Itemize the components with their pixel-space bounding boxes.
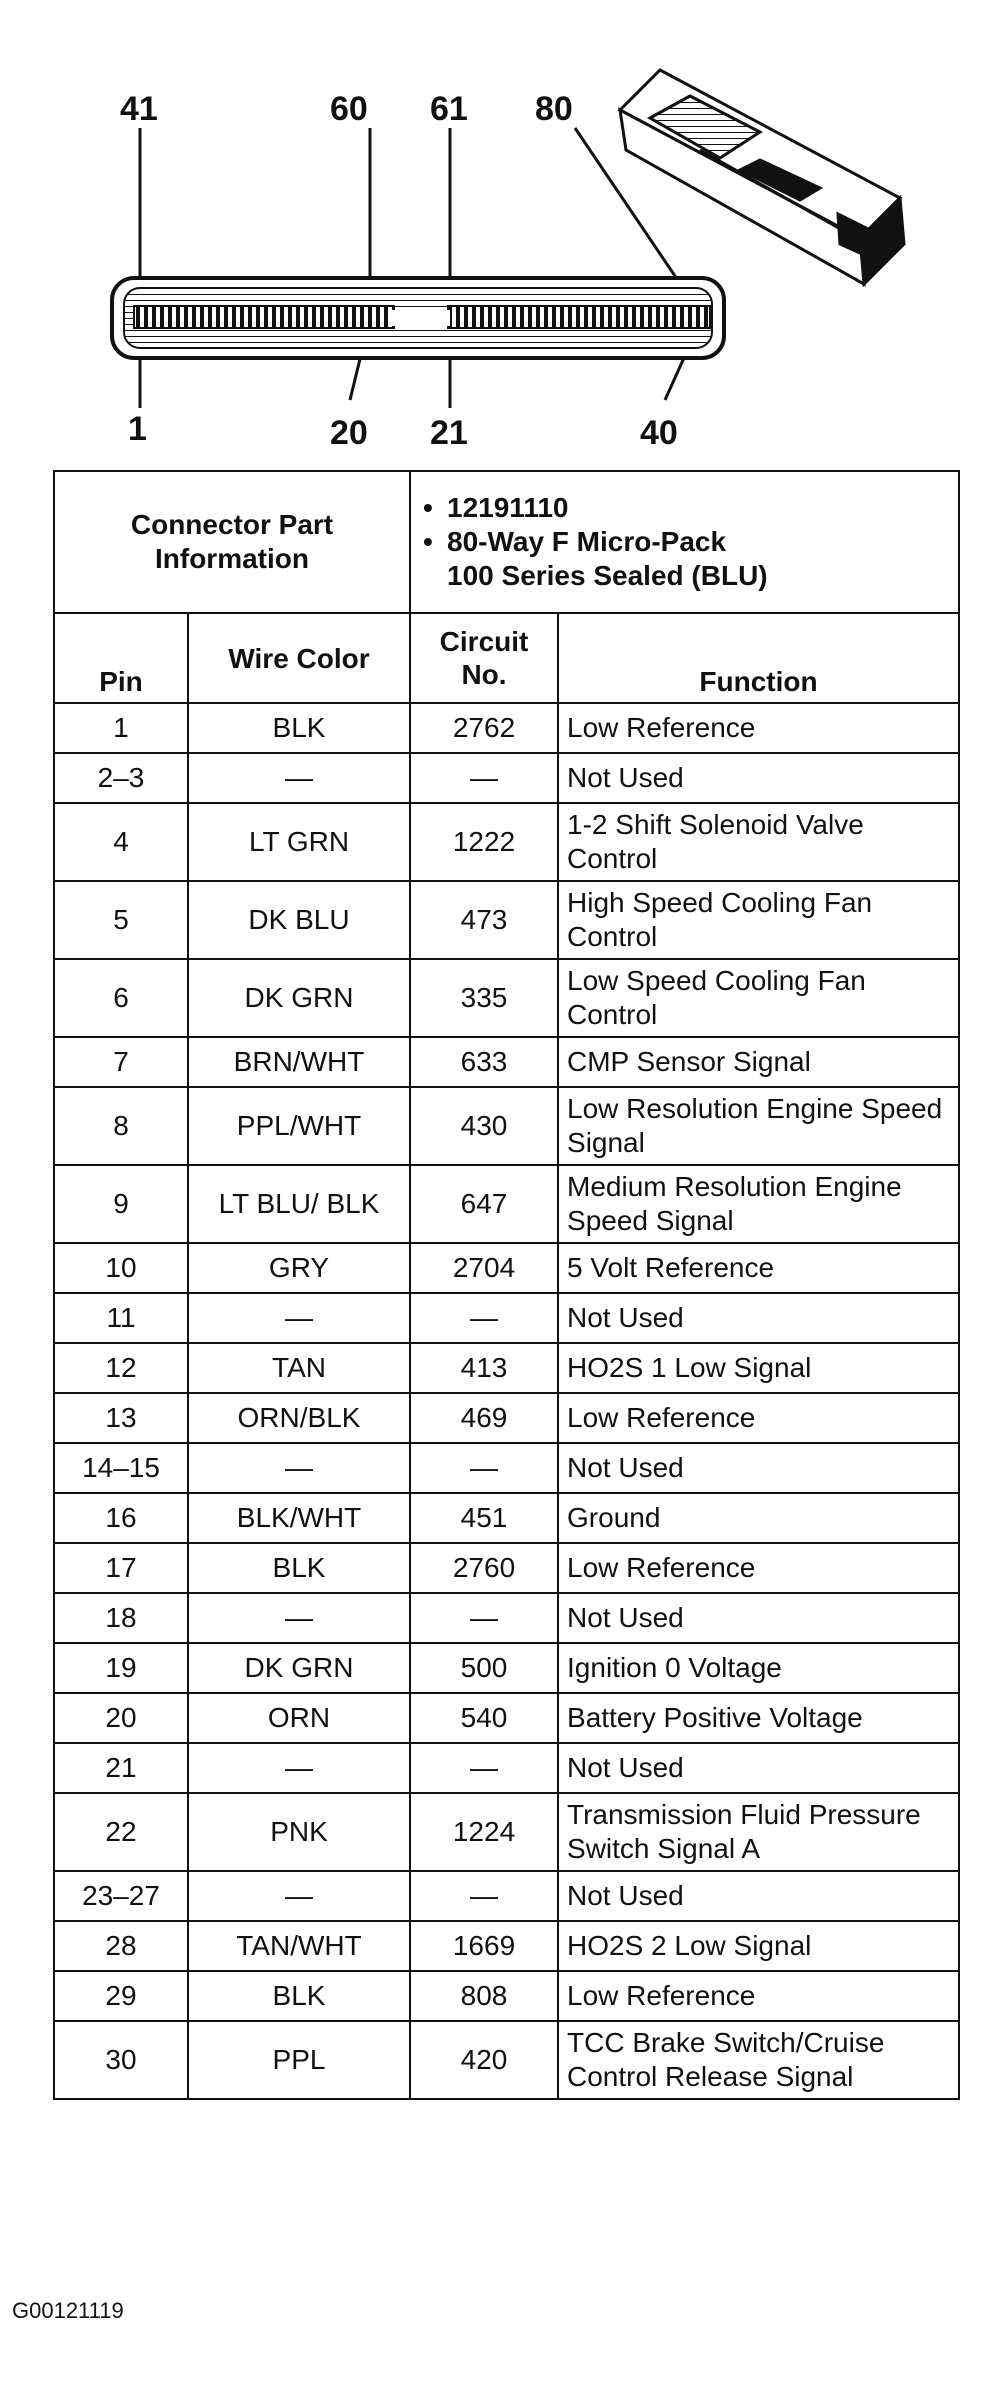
pin-cell: 21 [54, 1743, 188, 1793]
pin-cell: 23–27 [54, 1871, 188, 1921]
circuit-cell: 1222 [410, 803, 558, 881]
function-cell: CMP Sensor Signal [558, 1037, 959, 1087]
pin-cell: 8 [54, 1087, 188, 1165]
table-row [54, 1871, 959, 1921]
function-cell: TCC Brake Switch/Cruise Control Release Signal [558, 2021, 959, 2099]
pin-label-60: 60 [330, 90, 368, 128]
figure-code: G00121119 [12, 2298, 124, 2323]
table-row [54, 1921, 959, 1971]
column-header-wire-color: Wire Color [188, 613, 410, 703]
pin-cell: 20 [54, 1693, 188, 1743]
pin-label-1: 1 [128, 410, 147, 448]
pin-cell: 10 [54, 1243, 188, 1293]
leader-lines [140, 128, 702, 408]
table-row [54, 1971, 959, 2021]
wire-color-cell: — [188, 1443, 410, 1493]
function-cell: Not Used [558, 753, 959, 803]
pin-cell: 29 [54, 1971, 188, 2021]
circuit-cell: 335 [410, 959, 558, 1037]
function-cell: Medium Resolution Engine Speed Signal [558, 1165, 959, 1243]
table-row [54, 959, 959, 1037]
function-cell: Low Resolution Engine Speed Signal [558, 1087, 959, 1165]
table-row [54, 881, 959, 959]
circuit-cell: 633 [410, 1037, 558, 1087]
circuit-cell: — [410, 1871, 558, 1921]
wire-color-cell: — [188, 1593, 410, 1643]
function-cell: Not Used [558, 1443, 959, 1493]
pin-cell: 14–15 [54, 1443, 188, 1493]
part-info-bullets [410, 471, 959, 613]
pin-label-41: 41 [120, 90, 158, 128]
table-row [54, 1293, 959, 1343]
pin-cell: 30 [54, 2021, 188, 2099]
function-cell: Battery Positive Voltage [558, 1693, 959, 1743]
pin-cell: 2–3 [54, 753, 188, 803]
circuit-cell: — [410, 1743, 558, 1793]
function-cell: Low Reference [558, 1543, 959, 1593]
table-row [54, 803, 959, 881]
pin-cell: 12 [54, 1343, 188, 1393]
wire-color-cell: PPL/WHT [188, 1087, 410, 1165]
circuit-cell: 473 [410, 881, 558, 959]
table-row [54, 753, 959, 803]
circuit-cell: — [410, 1293, 558, 1343]
circuit-cell: 469 [410, 1393, 558, 1443]
circuit-cell: 420 [410, 2021, 558, 2099]
connector-series: 100 Series Sealed (BLU) [447, 560, 768, 591]
pin-cell: 13 [54, 1393, 188, 1443]
table-row [54, 1165, 959, 1243]
function-cell: Low Reference [558, 703, 959, 753]
wire-color-cell: BLK [188, 1543, 410, 1593]
function-cell: Ground [558, 1493, 959, 1543]
pin-cell: 17 [54, 1543, 188, 1593]
circuit-cell: 1224 [410, 1793, 558, 1871]
function-cell: HO2S 1 Low Signal [558, 1343, 959, 1393]
function-cell: Ignition 0 Voltage [558, 1643, 959, 1693]
circuit-cell: 647 [410, 1165, 558, 1243]
table-row [54, 1493, 959, 1543]
wire-color-cell: LT GRN [188, 803, 410, 881]
part-number: • 12191110 [447, 491, 950, 525]
table-row [54, 1543, 959, 1593]
wire-color-cell: DK GRN [188, 959, 410, 1037]
circuit-cell: 2704 [410, 1243, 558, 1293]
pin-cell: 9 [54, 1165, 188, 1243]
circuit-cell: 413 [410, 1343, 558, 1393]
function-cell: HO2S 2 Low Signal [558, 1921, 959, 1971]
pin-label-80: 80 [535, 90, 573, 128]
wire-color-cell: — [188, 1871, 410, 1921]
table-row [54, 1793, 959, 1871]
table-row [54, 2021, 959, 2099]
wire-color-cell: BLK/WHT [188, 1493, 410, 1543]
table-row [54, 1243, 959, 1293]
table-row [54, 1037, 959, 1087]
pin-cell: 22 [54, 1793, 188, 1871]
table-row [54, 1743, 959, 1793]
function-cell: Low Speed Cooling Fan Control [558, 959, 959, 1037]
table-row [54, 1693, 959, 1743]
table-row [54, 1443, 959, 1493]
pin-cell: 5 [54, 881, 188, 959]
column-header-pin: Pin [54, 613, 188, 703]
column-header-function: Function [558, 613, 959, 703]
wire-color-cell: — [188, 1293, 410, 1343]
table-row [54, 1593, 959, 1643]
part-info-label: Connector Part Information [54, 471, 410, 613]
connector-side-view [620, 70, 904, 284]
pin-cell: 18 [54, 1593, 188, 1643]
wire-color-cell: — [188, 753, 410, 803]
pin-cell: 28 [54, 1921, 188, 1971]
connector-pinout-table [53, 470, 960, 2100]
wire-color-cell: ORN/BLK [188, 1393, 410, 1443]
wire-color-cell: BLK [188, 703, 410, 753]
table-row [54, 703, 959, 753]
wire-color-cell: PNK [188, 1793, 410, 1871]
function-cell: Not Used [558, 1293, 959, 1343]
pin-cell: 11 [54, 1293, 188, 1343]
pin-cell: 7 [54, 1037, 188, 1087]
pin-cell: 19 [54, 1643, 188, 1693]
wire-color-cell: BLK [188, 1971, 410, 2021]
function-cell: 1-2 Shift Solenoid Valve Control [558, 803, 959, 881]
circuit-cell: 451 [410, 1493, 558, 1543]
column-header-circuit-no: Circuit No. [410, 613, 558, 703]
table-row [54, 1087, 959, 1165]
pin-cell: 16 [54, 1493, 188, 1543]
wire-color-cell: LT BLU/ BLK [188, 1165, 410, 1243]
table-row [54, 1643, 959, 1693]
wire-color-cell: BRN/WHT [188, 1037, 410, 1087]
circuit-cell: 2760 [410, 1543, 558, 1593]
function-cell: 5 Volt Reference [558, 1243, 959, 1293]
connector-diagram [0, 0, 994, 460]
wire-color-cell: ORN [188, 1693, 410, 1743]
pin-cell: 6 [54, 959, 188, 1037]
wire-color-cell: — [188, 1743, 410, 1793]
circuit-cell: — [410, 1593, 558, 1643]
table-row [54, 1343, 959, 1393]
wire-color-cell: DK BLU [188, 881, 410, 959]
wire-color-cell: DK GRN [188, 1643, 410, 1693]
function-cell: Low Reference [558, 1971, 959, 2021]
connector-body [112, 278, 724, 358]
function-cell: Not Used [558, 1743, 959, 1793]
function-cell: High Speed Cooling Fan Control [558, 881, 959, 959]
table-row [54, 1393, 959, 1443]
circuit-cell: 808 [410, 1971, 558, 2021]
pin-label-40: 40 [640, 414, 678, 452]
part-info-row [54, 471, 959, 613]
circuit-cell: 2762 [410, 703, 558, 753]
pin-label-20: 20 [330, 414, 368, 452]
circuit-cell: 540 [410, 1693, 558, 1743]
function-cell: Not Used [558, 1593, 959, 1643]
circuit-cell: 1669 [410, 1921, 558, 1971]
circuit-cell: — [410, 753, 558, 803]
pin-label-21: 21 [430, 414, 468, 452]
pin-cell: 4 [54, 803, 188, 881]
wire-color-cell: TAN [188, 1343, 410, 1393]
connector-type: • 80-Way F Micro-Pack [447, 525, 950, 559]
pin-label-61: 61 [430, 90, 468, 128]
function-cell: Not Used [558, 1871, 959, 1921]
pin-rows [54, 703, 959, 2099]
wire-color-cell: PPL [188, 2021, 410, 2099]
circuit-cell: 500 [410, 1643, 558, 1693]
column-header-row [54, 613, 959, 703]
pin-cell: 1 [54, 703, 188, 753]
circuit-cell: 430 [410, 1087, 558, 1165]
wire-color-cell: GRY [188, 1243, 410, 1293]
circuit-cell: — [410, 1443, 558, 1493]
function-cell: Transmission Fluid Pressure Switch Signal A [558, 1793, 959, 1871]
wire-color-cell: TAN/WHT [188, 1921, 410, 1971]
function-cell: Low Reference [558, 1393, 959, 1443]
